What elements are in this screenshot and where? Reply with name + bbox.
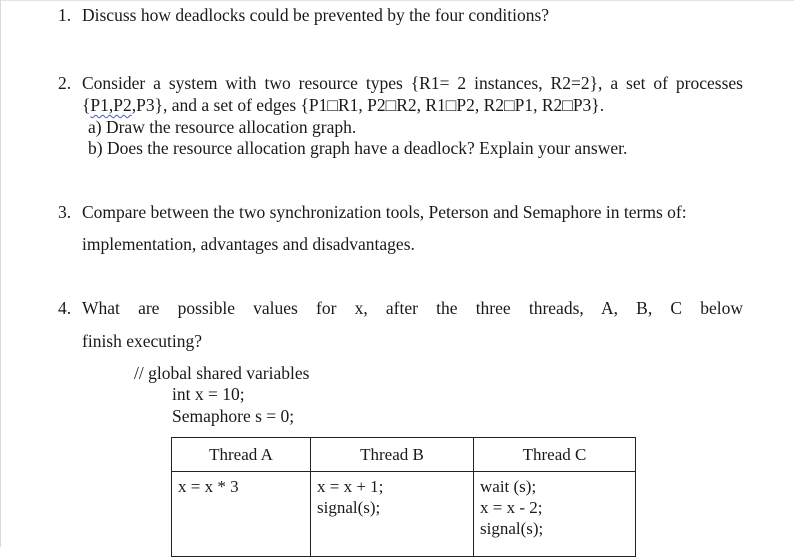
threads-code-row: [172, 472, 636, 557]
question-4-line-2: finish executing?: [82, 331, 203, 351]
question-1-text: Discuss how deadlocks could be prevented by the four conditions?: [82, 5, 550, 25]
question-2-line-2-rest: ,P3}, and a set of edges {P1□R1, P2□R2, R1□P2, R2□P1, R2□P3}.: [131, 95, 605, 115]
question-3-line-2: implementation, advantages and disadvantages.: [82, 234, 415, 254]
code-declare-semaphore: Semaphore s = 0;: [172, 406, 295, 426]
threads-table: [171, 437, 636, 557]
thread-b-line-2: signal(s);: [317, 498, 381, 517]
header-thread-a: Thread A: [172, 438, 311, 472]
question-2-line-1: Consider a system with two resource types {R1= 2 instances, R2=2}, a set of processes: [82, 73, 743, 93]
thread-a-line-1: x = x * 3: [178, 477, 239, 496]
question-2-open-brace: {: [82, 95, 91, 115]
thread-c-line-3: signal(s);: [480, 519, 544, 538]
question-4-line-1: What are possible values for x, after the three threads, A, B, C below: [82, 298, 743, 318]
question-2-number: 2.: [58, 73, 72, 93]
spellcheck-underlined-processes: P1,P2: [90, 95, 132, 115]
thread-c-line-2: x = x - 2;: [480, 498, 543, 517]
question-3-number: 3.: [58, 202, 72, 222]
thread-c-line-1: wait (s);: [480, 477, 537, 496]
thread-a-code: [172, 472, 311, 557]
code-comment: // global shared variables: [134, 363, 310, 383]
page-top-border: [1, 0, 794, 1]
question-2-part-a: a) Draw the resource allocation graph.: [88, 117, 357, 137]
code-declare-x: int x = 10;: [172, 384, 245, 404]
thread-b-code: [311, 472, 474, 557]
header-thread-c: Thread C: [474, 438, 636, 472]
question-2-line-2: [82, 95, 604, 116]
header-thread-b: Thread B: [311, 438, 474, 472]
threads-header-row: [172, 438, 636, 472]
question-4-number: 4.: [58, 298, 72, 318]
question-2-part-b: b) Does the resource allocation graph have a deadlock? Explain your answer.: [88, 138, 628, 158]
thread-b-line-1: x = x + 1;: [317, 477, 384, 496]
question-1-number: 1.: [58, 5, 72, 25]
question-3-line-1: Compare between the two synchronization tools, Peterson and Semaphore in terms of:: [82, 202, 687, 222]
thread-c-code: [474, 472, 636, 557]
